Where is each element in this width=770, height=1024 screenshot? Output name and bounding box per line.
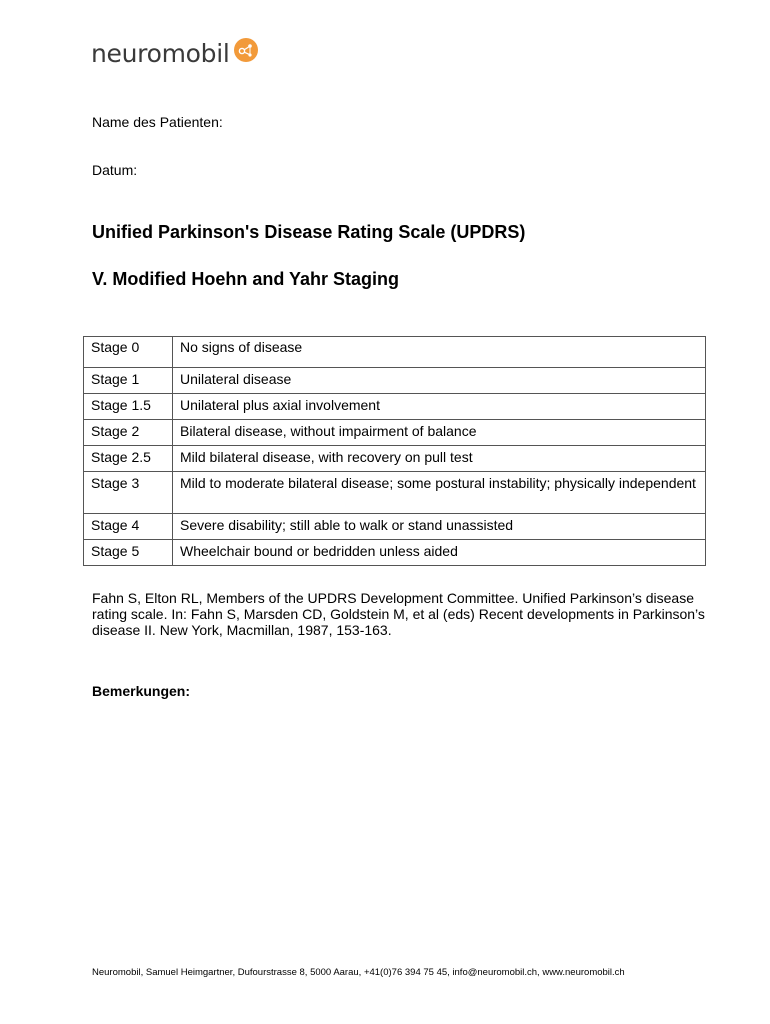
table-row xyxy=(84,420,706,446)
description-cell: No signs of disease xyxy=(173,337,706,368)
stage-cell: Stage 2 xyxy=(84,420,173,446)
description-cell: Bilateral disease, without impairment of balance xyxy=(173,420,706,446)
stage-cell: Stage 0 xyxy=(84,337,173,368)
table-row xyxy=(84,472,706,514)
stage-cell: Stage 1.5 xyxy=(84,394,173,420)
date-label: Datum: xyxy=(92,162,138,178)
stage-cell: Stage 5 xyxy=(84,540,173,566)
reference-citation: Fahn S, Elton RL, Members of the UPDRS Development Committee. Unified Parkinson’s disease rating scale. In: Fahn S, Marsden CD, Goldstein M, et al (eds) Recent developments in Parkinson’s disease II. New York, Macmillan, 1987, 153-163. xyxy=(92,590,705,638)
table-row xyxy=(84,394,706,420)
logo xyxy=(91,33,259,73)
description-cell: Unilateral plus axial involvement xyxy=(173,394,706,420)
document-title: Unified Parkinson's Disease Rating Scale (UPDRS) xyxy=(92,222,526,242)
description-cell: Severe disability; still able to walk or stand unassisted xyxy=(173,514,706,540)
staging-table xyxy=(83,336,706,566)
remarks-label: Bemerkungen: xyxy=(92,683,191,699)
table-row xyxy=(84,337,706,368)
table-row xyxy=(84,446,706,472)
description-cell: Mild bilateral disease, with recovery on pull test xyxy=(173,446,706,472)
stage-cell: Stage 2.5 xyxy=(84,446,173,472)
logo-text: neuromobil xyxy=(91,38,230,68)
table-row xyxy=(84,540,706,566)
description-cell: Wheelchair bound or bedridden unless aided xyxy=(173,540,706,566)
description-cell: Mild to moderate bilateral disease; some postural instability; physically independent xyxy=(173,472,706,514)
section-title: V. Modified Hoehn and Yahr Staging xyxy=(92,269,400,289)
table-row xyxy=(84,368,706,394)
footer-contact: Neuromobil, Samuel Heimgartner, Dufourstrasse 8, 5000 Aarau, +41(0)76 394 75 45, info@neuromobil.ch, www.neuromobil.ch xyxy=(92,967,625,978)
patient-name-label: Name des Patienten: xyxy=(92,114,223,130)
logo-mark-icon xyxy=(233,37,259,63)
description-cell: Unilateral disease xyxy=(173,368,706,394)
stage-cell: Stage 3 xyxy=(84,472,173,514)
stage-cell: Stage 1 xyxy=(84,368,173,394)
table-row xyxy=(84,514,706,540)
stage-cell: Stage 4 xyxy=(84,514,173,540)
